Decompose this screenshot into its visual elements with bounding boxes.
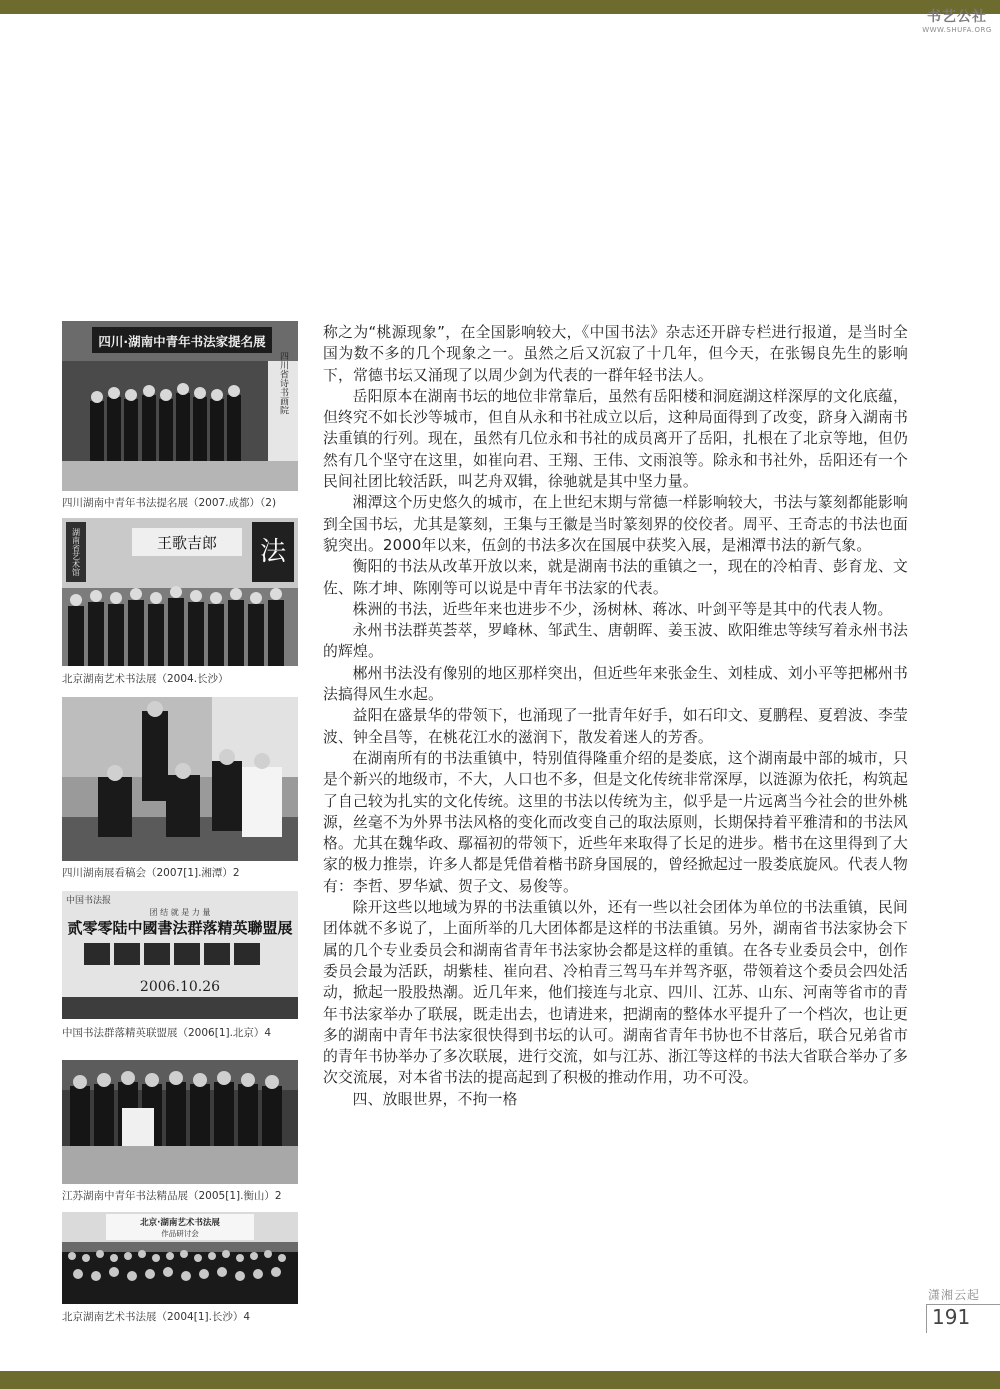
photo6-banner-line1: 北京·湖南艺术书法展 bbox=[140, 1218, 220, 1228]
paragraph: 益阳在盛景华的带领下，也涌现了一批青年好手，如石印文、夏鹏程、夏碧波、李莹波、钟全昌等，在桃花江水的滋润下，散发着迷人的芳香。 bbox=[323, 707, 908, 746]
watermark-url-text: WWW.SHUFA.ORG bbox=[922, 26, 992, 34]
paragraph: 湘潭这个历史悠久的城市，在上世纪末期与常德一样影响较大，书法与篆刻都能影响到全国书坛，尤其是篆刻，王集与王徽是当时篆刻界的佼佼者。周平、王奇志的书法也面貌突出。2000年以来，伍剑的书法多次在国展中获奖入展，是湘潭书法的新气象。 bbox=[323, 494, 908, 554]
article-body bbox=[323, 322, 908, 1110]
photo2-caption: 北京湖南艺术书法展（2004.长沙） bbox=[62, 673, 229, 685]
page-number: 191 bbox=[932, 1305, 971, 1329]
photo1-banner-text: 四川·湖南中青年书法家提名展 bbox=[98, 334, 266, 349]
photo4-masthead: 中国书法报 bbox=[66, 896, 112, 906]
watermark-logo bbox=[918, 6, 996, 42]
top-color-band bbox=[0, 0, 1000, 14]
photo-jiangsu-hunan-exhibition-hengshan bbox=[62, 1060, 298, 1184]
paragraph: 郴州书法没有像别的地区那样突出，但近些年来张金生、刘桂成、刘小平等把郴州书法搞得风生水起。 bbox=[323, 664, 908, 704]
photo-beijing-hunan-art-exhibition-2004 bbox=[62, 518, 298, 666]
photo4-date: 2006.10.26 bbox=[139, 979, 221, 995]
photo6-caption: 北京湖南艺术书法展（2004[1].长沙）4 bbox=[62, 1311, 251, 1323]
running-section-title: 潇湘云起 bbox=[928, 1288, 981, 1302]
photo2-sign-left: 湖南省艺术馆 bbox=[71, 528, 81, 576]
photo5-caption: 江苏湖南中青年书法精品展（2005[1].衡山）2 bbox=[62, 1190, 282, 1202]
photo1-sign-text: 四川省诗书画院 bbox=[278, 351, 288, 415]
photo2-sign-right: 法 bbox=[259, 537, 287, 567]
photo2-sign-center: 王歌吉郎 bbox=[156, 534, 218, 552]
photo4-title: 贰零零陆中國書法群落精英聯盟展 bbox=[67, 919, 293, 937]
photo-sichuan-hunan-review-meeting bbox=[62, 697, 298, 861]
photo1-caption: 四川湖南中青年书法提名展（2007.成都）（2) bbox=[62, 497, 277, 509]
paragraph: 株洲的书法，近些年来也进步不少，汤树林、蒋冰、叶剑平等是其中的代表人物。 bbox=[352, 600, 893, 618]
paragraph: 在湖南所有的书法重镇中，特别值得隆重介绍的是娄底，这个湖南最中部的城市，只是个新兴的地级市，不大，人口也不多，但是文化传统非常深厚，以涟源为依托，构筑起了自己较为扎实的文化传统。这里的书法以传统为主，似乎是一片远离当今社会的世外桃源，丝毫不为外界书法风格的变化而改变自己的取法原则，长期保持着平雅清和的书法风格。尤其在魏华政、鄢福初的带领下，近些年来取得了长足的进步。楷书在这里得到了大家的极力推崇，许多人都是凭借着楷书跻身国展的，曾经掀起过一股娄底旋风。代表人物有：李哲、罗华斌、贺子文、易俊等。 bbox=[323, 749, 908, 895]
photo-sichuan-hunan-nomination-exhibition bbox=[62, 321, 298, 491]
bottom-color-band bbox=[0, 1371, 1000, 1389]
photo4-slogan: 团 结 就 是 力 量 bbox=[149, 908, 211, 917]
watermark-main-text: 书艺公社 bbox=[927, 9, 987, 25]
paragraph: 衡阳的书法从改革开放以来，就是湖南书法的重镇之一，现在的冷柏青、彭育龙、文佐、陈才坤、陈刚等可以说是中青年书法家的代表。 bbox=[323, 558, 908, 597]
photo3-caption: 四川湖南展看稿会（2007[1].湘潭）2 bbox=[62, 867, 240, 879]
section-heading: 四、放眼世界，不拘一格 bbox=[352, 1090, 518, 1108]
photo-china-calligraphy-alliance-exhibition bbox=[62, 891, 298, 1019]
paragraph: 除开这些以地域为界的书法重镇以外，还有一些以社会团体为单位的书法重镇，民间团体就不多说了，上面所举的几大团体都是这样的书法重镇。另外，湖南省书法家协会下属的几个专业委员会和湖南省青年书法家协会都是这样的重镇。在各专业委员会中，创作委员会最为活跃，胡紫桂、崔向君、冷柏青三驾马车并驾齐驱，带领着这个委员会四处活动，掀起一股股热潮。近几年来，他们接连与北京、四川、江苏、山东、河南等省市的青年书法家举办了联展，既走出去，也请进来，把湖南的整体水平提升了一个档次，也让更多的湖南中青年书法家很快得到书坛的认可。湖南省青年书协也不甘落后，联合兄弟省市的青年书协举办了多次联展，进行交流，如与江苏、浙江等这样的书法大省联合举办了多次交流展，对本省书法的提高起到了积极的推动作用，功不可没。 bbox=[323, 899, 908, 1087]
paragraph: 永州书法群英荟萃，罗峰林、邹武生、唐朝晖、姜玉波、欧阳维忠等续写着永州书法的辉煌。 bbox=[323, 622, 908, 661]
paragraph: 岳阳原本在湖南书坛的地位非常靠后，虽然有岳阳楼和洞庭湖这样深厚的文化底蕴，但终究不如长沙等城市，但自从永和书社成立以后，这种局面得到了改变，跻身入湖南书法重镇的行列。现在，虽然有几位永和书社的成员离开了岳阳，扎根在了北京等地，但仍然有几个坚守在这里，如崔向君、王翔、王伟、文雨浪等。除永和书社外，岳阳还有一个民间社团比较活跃，叫艺舟双辑，徐驰就是其中坚力量。 bbox=[323, 387, 908, 491]
paragraph: 称之为“桃源现象”，在全国影响较大，《中国书法》杂志还开辟专栏进行报道，是当时全国为数不多的几个现象之一。虽然之后又沉寂了十几年，但今天，在张锡良先生的影响下，常德书坛又涌现了以周少剑为代表的一群年轻书法人。 bbox=[323, 324, 908, 384]
photo-beijing-hunan-art-exhibition-seminar bbox=[62, 1212, 298, 1304]
photo6-banner-line2: 作品研讨会 bbox=[161, 1229, 199, 1238]
photo4-caption: 中国书法群落精英联盟展（2006[1].北京）4 bbox=[62, 1027, 272, 1039]
